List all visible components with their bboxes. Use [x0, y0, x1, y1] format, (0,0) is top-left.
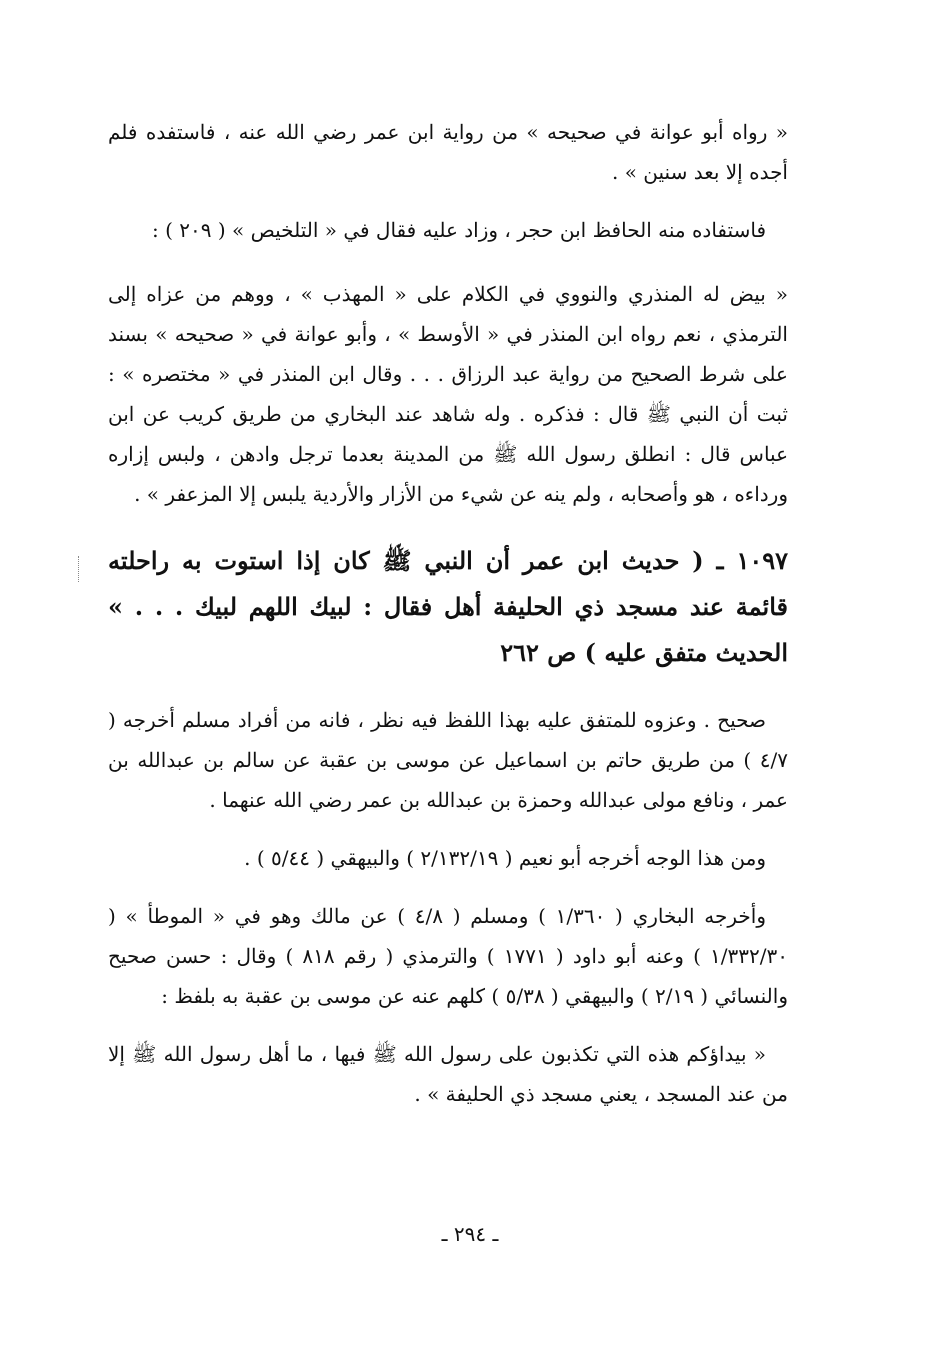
- paragraph-quote-abu-awana: « رواه أبو عوانة في صحيحه » من رواية ابن عمر رضي الله عنه ، فاستفده فلم أجده إلا بعد سنين » .: [108, 120, 788, 184]
- paragraph-sahih-ruling: صحيح . وعزوه للمتفق عليه بهذا اللفظ فيه نظر ، فانه من أفراد مسلم أخرجه ( ٤/٧ ) من طريق حاتم بن اسماعيل عن موسى بن عقبة عن سالم بن عبدالله بن عمر ، ونافع مولى عبدالله وحمزة بن عبدالله بن عمر رضي الله عنهما .: [108, 708, 788, 812]
- hadith-heading-1097: ١٠٩٧ ـ ( حديث ابن عمر أن النبي ﷺ كان إذا استوت به راحلته قائمة عند مسجد ذي الحليفة أهل فقال : لبيك اللهم لبيك . . . » الحديث متفق عليه ) ص ٢٦٢: [108, 546, 788, 667]
- paragraph-baydau-kum: « بيداؤكم هذه التي تكذبون على رسول الله ﷺ فيها ، ما أهل رسول الله ﷺ إلا من عند المسجد ، يعني مسجد ذي الحليفة » .: [108, 1042, 788, 1106]
- paragraph-bukhari-muslim: وأخرجه البخاري ( ١/٣٦٠ ) ومسلم ( ٤/٨ ) عن مالك وهو في « الموطأ » ( ١/٣٣٢/٣٠ ) وعنه أبو داود ( ١٧٧١ ) والترمذي ( رقم ٨١٨ ) وقال : حسن صحيح والنسائي ( ٢/١٩ ) والبيهقي ( ٥/٣٨ ) كلهم عنه عن موسى بن عقبة به بلفظ :: [108, 904, 788, 1008]
- paragraph-abu-nuaym: ومن هذا الوجه أخرجه أبو نعيم ( ٢/١٣٢/١٩ ) والبيهقي ( ٥/٤٤ ) .: [244, 846, 766, 870]
- page-body: [108, 112, 788, 1114]
- margin-mark: [78, 556, 81, 582]
- paragraph-talkhis-quote: « بيض له المنذري والنووي في الكلام على « المهذب » ، ووهم من عزاه إلى الترمذي ، نعم رواه ابن المنذر في « الأوسط » ، وأبو عوانة في « صحيحه » بسند على شرط الصحيح من رواية عبد الرزاق . . . وقال ابن المنذر في « مختصره » : ثبت أن النبي ﷺ قال : فذكره . وله شاهد عند البخاري من طريق كريب عن ابن عباس قال : انطلق رسول الله ﷺ من المدينة بعدما ترجل وادهن ، ولبس إزاره ورداءه ، هو وأصحابه ، ولم ينه عن شيء من الأزار والأردية يلبس إلا المزعفر » .: [108, 282, 788, 506]
- page-number: ـ ٢٩٤ ـ: [441, 1222, 499, 1246]
- paragraph-ibn-hajar: فاستفاده منه الحافظ ابن حجر ، وزاد عليه فقال في « التلخيص » ( ٢٠٩ ) :: [152, 218, 766, 242]
